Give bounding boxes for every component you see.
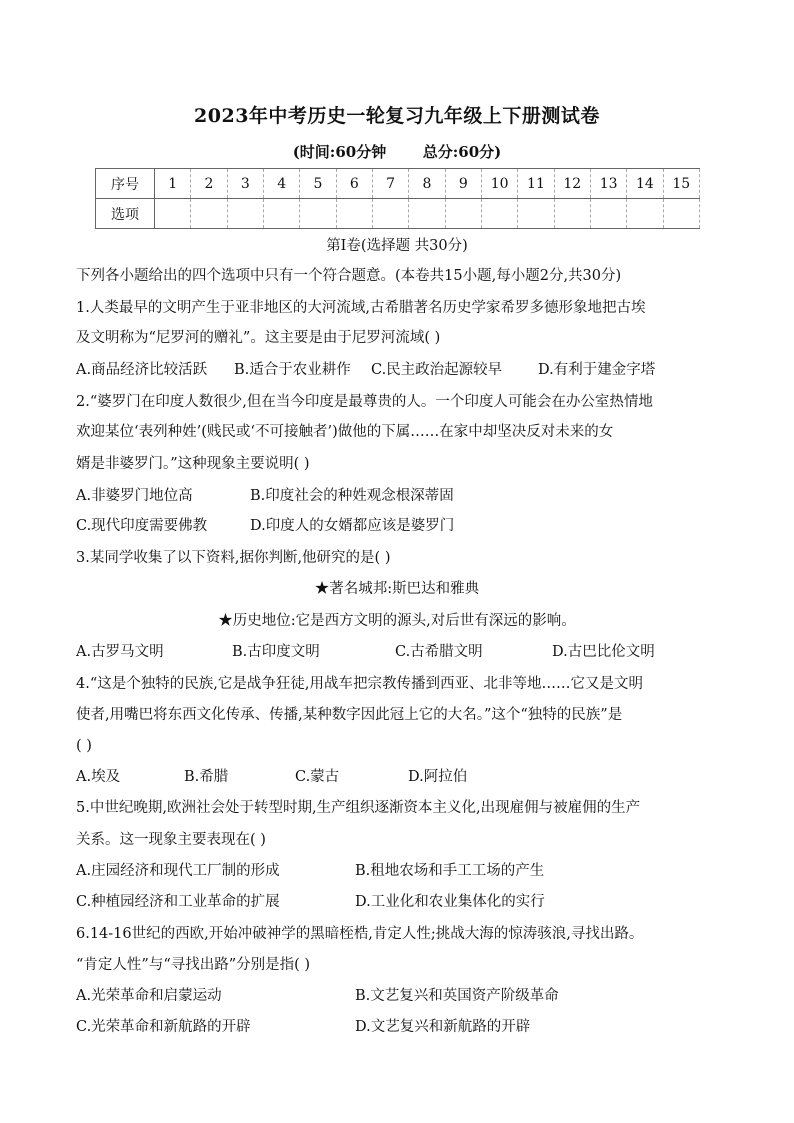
question-2-option-c: C.现代印度需要佛教 [76,518,208,534]
answer-table-number-row [96,169,700,199]
answer-number: 13 [590,169,626,199]
exam-subtitle: (时间:60分钟 总分:60分) [292,143,502,161]
question-2-line-1: 2.“婆罗门在印度人数很少,但在当今印度是最尊贵的人。一个印度人可能会在办公室热情地 [76,394,653,410]
answer-number: 12 [554,169,590,199]
answer-table-option-row [96,199,700,229]
question-3-option-c: C.古希腊文明 [395,644,483,660]
answer-cell[interactable] [409,199,445,229]
question-3-option-a: A.古罗马文明 [76,644,164,660]
section-title: 第Ⅰ卷(选择题 共30分) [326,238,468,254]
question-4-option-a: A.埃及 [76,769,121,785]
question-3-note-1: ★著名城邦:斯巴达和雅典 [314,581,480,597]
question-6-line-2: “肯定人性”与“寻找出路”分别是指( ) [76,957,311,973]
question-1-option-a: A.商品经济比较活跃 [76,362,208,378]
question-1-option-b: B.适合于农业耕作 [234,362,351,378]
answer-cell[interactable] [627,199,663,229]
question-4-option-c: C.蒙古 [295,769,340,785]
question-6-option-c: C.光荣革命和新航路的开辟 [76,1019,251,1035]
question-4-line-2: 使者,用嘴巴将东西文化传承、传播,某种数字因此冠上它的大名。”这个“独特的民族”是 [76,707,623,723]
answer-number: 8 [409,169,445,199]
answer-number: 3 [227,169,263,199]
answer-table-row1-label: 序号 [96,169,155,199]
question-5-line-1: 5.中世纪晚期,欧洲社会处于转型时期,生产组织逐渐资本主义化,出现雇佣与被雇佣的生产 [76,800,641,816]
answer-table [95,168,700,229]
question-2-option-b: B.印度社会的种姓观念根深蒂固 [250,488,454,504]
answer-cell[interactable] [590,199,626,229]
answer-number: 9 [445,169,481,199]
question-4-line-1: 4.“这是个独特的民族,它是战争狂徒,用战车把宗教传播到西亚、北非等地……它又是文明 [76,676,643,692]
question-3-line-1: 3.某同学收集了以下资料,据你判断,他研究的是( ) [76,550,391,566]
question-5-option-c: C.种植园经济和工业革命的扩展 [76,894,280,910]
question-5-option-a: A.庄园经济和现代工厂制的形成 [76,863,280,879]
question-2-option-d: D.印度人的女婿都应该是婆罗门 [250,518,455,534]
question-1-line-1: 1.人类最早的文明产生于亚非地区的大河流域,古希腊著名历史学家希罗多德形象地把古埃 [76,300,646,316]
answer-number: 15 [663,169,699,199]
answer-cell[interactable] [445,199,481,229]
question-5-option-d: D.工业化和农业集体化的实行 [355,894,545,910]
question-6-option-a: A.光荣革命和启蒙运动 [76,988,222,1004]
answer-number: 4 [263,169,299,199]
answer-cell[interactable] [300,199,336,229]
question-2-line-3: 婿是非婆罗门。”这种现象主要说明( ) [76,456,310,472]
question-3-option-b: B.古印度文明 [232,644,320,660]
answer-number: 10 [481,169,517,199]
question-1-option-d: D.有利于建金字塔 [538,362,656,378]
answer-table-row2-label: 选项 [96,199,155,229]
answer-number: 7 [372,169,408,199]
answer-cell[interactable] [155,199,191,229]
answer-cell[interactable] [227,199,263,229]
question-5-option-b: B.租地农场和手工工场的产生 [355,863,545,879]
question-4-option-b: B.希腊 [184,769,229,785]
answer-cell[interactable] [372,199,408,229]
answer-number: 2 [191,169,227,199]
answer-number: 14 [627,169,663,199]
question-2-line-2: 欢迎某位‘表列种姓’(贱民或‘不可接触者’)做他的下属……在家中却坚决反对未来的女 [76,424,614,440]
answer-cell[interactable] [263,199,299,229]
question-4-line-3: ( ) [76,738,92,754]
answer-cell[interactable] [554,199,590,229]
answer-number: 5 [300,169,336,199]
answer-cell[interactable] [336,199,372,229]
question-4-option-d: D.阿拉伯 [408,769,468,785]
question-3-note-2: ★历史地位:它是西方文明的源头,对后世有深远的影响。 [218,613,576,629]
instructions: 下列各小题给出的四个选项中只有一个符合题意。(本卷共15小题,每小题2分,共30分) [76,268,622,284]
answer-cell[interactable] [191,199,227,229]
question-6-line-1: 6.14-16世纪的西欧,开始冲破神学的黑暗桎梏,肯定人性;挑战大海的惊涛骇浪,寻找出路。 [76,926,644,942]
question-5-line-2: 关系。这一现象主要表现在( ) [76,832,266,848]
answer-number: 11 [518,169,554,199]
question-1-option-c: C.民主政治起源较早 [371,362,503,378]
answer-cell[interactable] [481,199,517,229]
question-3-option-d: D.古巴比伦文明 [552,644,655,660]
answer-cell[interactable] [518,199,554,229]
question-6-option-d: D.文艺复兴和新航路的开辟 [355,1019,531,1035]
question-1-line-2: 及文明称为“尼罗河的赠礼”。这主要是由于尼罗河流域( ) [76,330,441,346]
answer-cell[interactable] [663,199,699,229]
question-2-option-a: A.非婆罗门地位高 [76,488,193,504]
answer-number: 6 [336,169,372,199]
question-6-option-b: B.文艺复兴和英国资产阶级革命 [355,988,559,1004]
exam-title: 2023年中考历史一轮复习九年级上下册测试卷 [194,105,600,127]
answer-number: 1 [155,169,191,199]
